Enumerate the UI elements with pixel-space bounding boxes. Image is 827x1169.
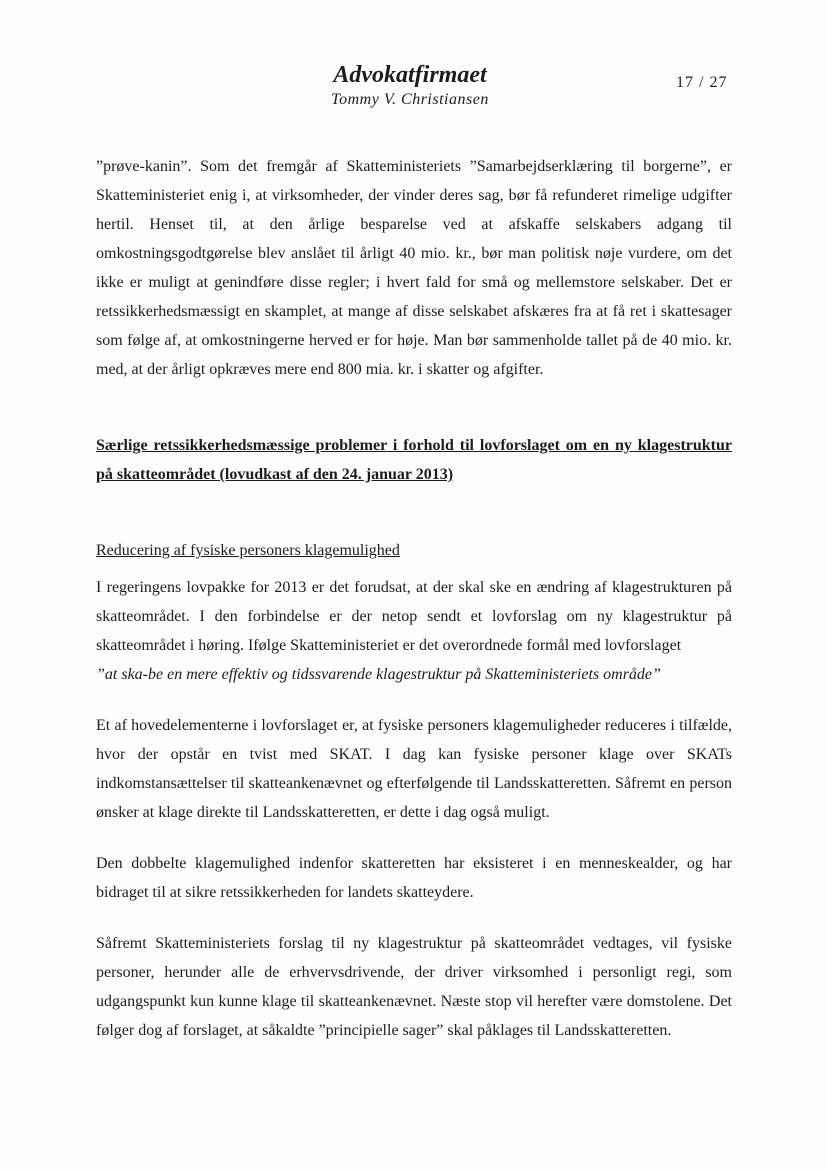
firm-person: Tommy V. Christiansen [331,91,489,108]
paragraph-hovedelementer: Et af hovedelementerne i lovforslaget er, at fysiske personers klagemuligheder reduceres i tilfælde, hvor der opstår en tvist med SKAT. I dag kan fysiske personer klage over SKATs indkomstansættelser til skatteankenævnet og efterfølgende til Landsskatteretten. Såfremt en person ønsker at klage direkte til Landsskatteretten, er dette i dag også muligt. [96,717,732,821]
section-heading: Særlige retssikkerhedsmæssige problemer i forhold til lovforslaget om en ny klagestruktur på skatteområdet (lovudkast af den 24. januar 2013) [96,437,732,483]
document-body [96,152,732,1045]
paragraph-dobbelte-klagemulighed: Den dobbelte klagemulighed indenfor skatteretten har eksisteret i en menneskealder, og har bidraget til at sikre retssikkerheden for landets skatteydere. [96,855,732,901]
paragraph-regering [96,573,732,689]
paragraph-cost-refund: ”prøve-kanin”. Som det fremgår af Skatteministeriets ”Samarbejdserklæring til borgerne”, er Skatteministeriet enig i, at virksomheder, der vinder deres sag, bør få refunderet rimelige udgifter hertil. Henset til, at den årlige besparelse ved at afskaffe selskabers adgang til omkostningsgodtgørelse blev anslået til årligt 40 mio. kr., bør man politisk nøje vurdere, om det ikke er muligt at genindføre disse regler; i hvert fald for små og mellemstore selskaber. Det er retssikkerhedsmæssigt en skamplet, at mange af disse selskabet afskæres fra at få ret i skattesager som følge af, at omkostningerne herved er for høje. Man bør sammenholde tallet på de 40 mio. kr. med, at der årligt opkræves mere end 800 mia. kr. i skatter og afgifter. [96,158,732,378]
firm-name: Advokatfirmaet [333,62,487,88]
paragraph-quote: ”at ska-be en mere effektiv og tidssvarende klagestruktur på Skatteministeriets område” [96,666,661,683]
letterhead [300,60,520,110]
paragraph-forslag: Såfremt Skatteministeriets forslag til ny klagestruktur på skatteområdet vedtages, vil fysiske personer, herunder alle de erhvervsdrivende, der driver virksomhed i personligt regi, som udgangspunkt kun kunne klage til skatteankenævnet. Næste stop vil herefter være domstolene. Det følger dog af forslaget, at såkaldte ”principielle sager” skal påklages til Landsskatteretten. [96,935,732,1039]
paragraph-lovpakke: I regeringens lovpakke for 2013 er det forudsat, at der skal ske en ændring af klagestrukturen på skatteområdet. I den forbindelse er der netop sendt et lovforslag om ny klagestruktur på skatteområdet i høring. Ifølge Skatteministeriet er det overordnede formål med lovforslaget [96,579,732,654]
page-number: 17 / 27 [676,74,728,91]
subsection-heading: Reducering af fysiske personers klagemulighed [96,542,400,559]
